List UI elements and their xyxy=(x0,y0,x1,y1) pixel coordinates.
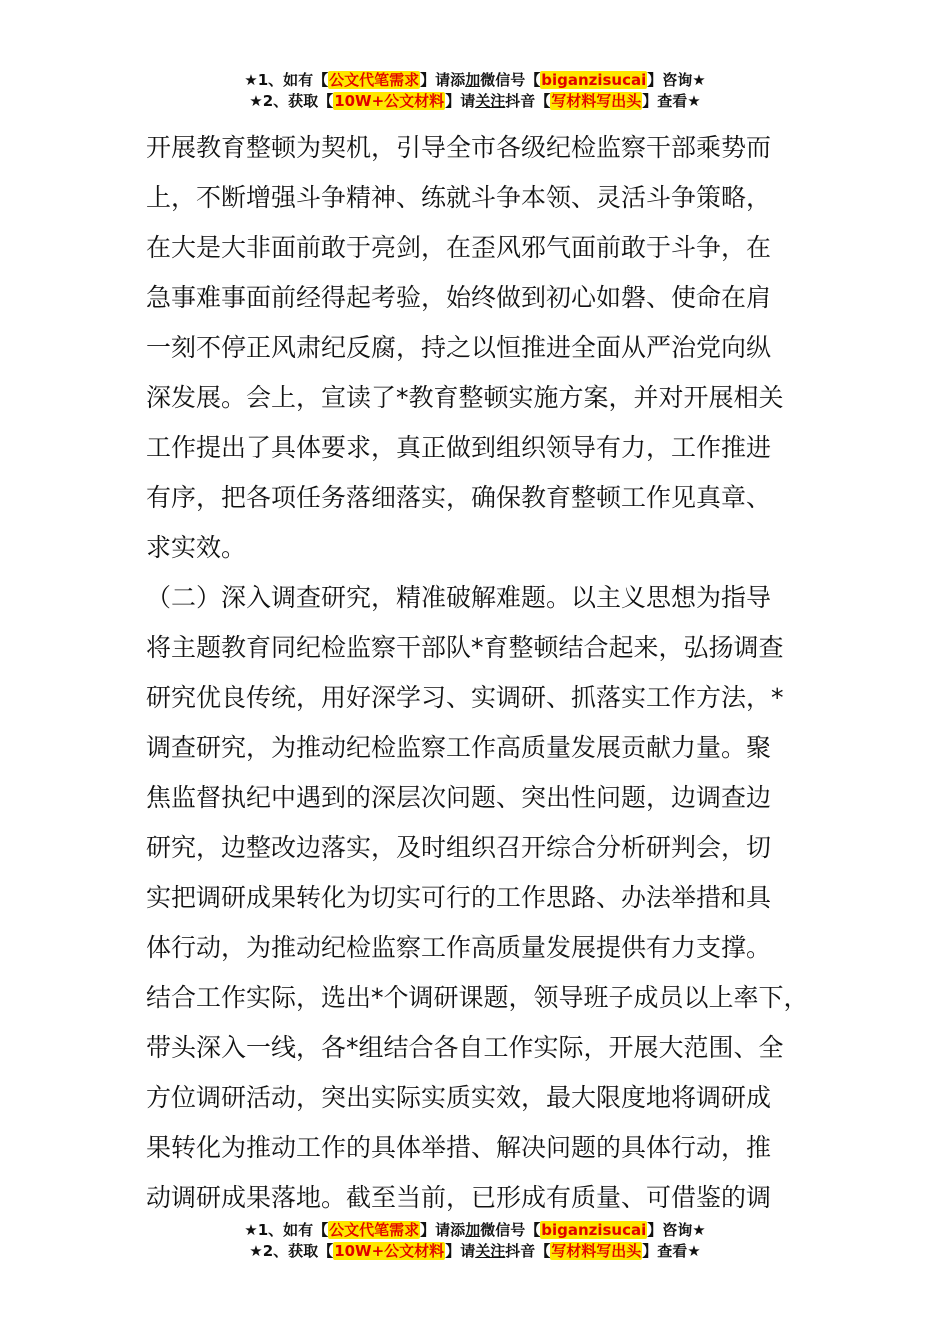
banner-suffix: 】查看★ xyxy=(642,92,701,110)
body-line: 在大是大非面前敢于亮剑，在歪风邪气面前敢于斗争，在 xyxy=(146,233,772,262)
banner-highlight: 公文代笔需求 xyxy=(329,71,420,89)
banner-text: 微信号【 xyxy=(480,71,541,89)
banner-emphasis: 加 xyxy=(465,1221,481,1239)
body-line: 研究，边整改边落实，及时组织召开综合分析研判会，切 xyxy=(146,833,772,862)
banner-line-2 xyxy=(0,91,950,112)
banner-text: 微信号【 xyxy=(480,1221,541,1239)
document-body xyxy=(146,123,836,1223)
banner-text: 】请 xyxy=(445,92,476,110)
body-line: 研究优良传统，用好深学习、实调研、抓落实工作方法，* xyxy=(146,683,784,712)
banner-suffix: 】咨询★ xyxy=(647,1221,706,1239)
banner-highlight: 写材料写出头 xyxy=(551,1242,642,1260)
banner-line-2 xyxy=(0,1241,950,1262)
bottom-banner xyxy=(0,1220,950,1262)
body-line: 结合工作实际，选出*个调研课题，领导班子成员以上率下， xyxy=(146,983,809,1012)
body-line: 实把调研成果转化为切实可行的工作思路、办法举措和具 xyxy=(146,883,772,912)
body-line: （二）深入调查研究，精准破解难题。以主义思想为指导 xyxy=(146,583,772,612)
banner-highlight: 写材料写出头 xyxy=(551,92,642,110)
banner-text: 】请 xyxy=(445,1242,476,1260)
body-line: 上，不断增强斗争精神、练就斗争本领、灵活斗争策略， xyxy=(146,183,772,212)
body-line: 调查研究，为推动纪检监察工作高质量发展贡献力量。聚 xyxy=(146,733,772,762)
banner-highlight: biganzisucai xyxy=(541,71,647,89)
banner-highlight: 公文代笔需求 xyxy=(329,1221,420,1239)
body-line: 果转化为推动工作的具体举措、解决问题的具体行动，推 xyxy=(146,1133,772,1162)
banner-line-1 xyxy=(0,1220,950,1241)
body-line: 方位调研活动，突出实际实质实效，最大限度地将调研成 xyxy=(146,1083,772,1112)
body-line: 求实效。 xyxy=(146,533,247,562)
banner-suffix: 】查看★ xyxy=(642,1242,701,1260)
top-banner xyxy=(0,70,950,112)
banner-text: 】请添 xyxy=(420,71,466,89)
body-line: 带头深入一线，各*组结合各自工作实际，开展大范围、全 xyxy=(146,1033,784,1062)
body-line: 一刻不停正风肃纪反腐，持之以恒推进全面从严治党向纵 xyxy=(146,333,772,362)
banner-line-1 xyxy=(0,70,950,91)
body-line: 有序，把各项任务落细落实，确保教育整顿工作见真章、 xyxy=(146,483,772,512)
banner-text: 】请添 xyxy=(420,1221,466,1239)
banner-prefix: ★1、如有【 xyxy=(244,71,329,89)
body-line: 工作提出了具体要求，真正做到组织领导有力，工作推进 xyxy=(146,433,772,462)
banner-highlight: 10W+公文材料 xyxy=(334,1242,445,1260)
body-line: 深发展。会上，宣读了*教育整顿实施方案，并对开展相关 xyxy=(146,383,784,412)
banner-emphasis: 加 xyxy=(465,71,481,89)
banner-highlight: biganzisucai xyxy=(541,1221,647,1239)
body-line: 体行动，为推动纪检监察工作高质量发展提供有力支撑。 xyxy=(146,933,772,962)
banner-prefix: ★2、获取【 xyxy=(249,1242,334,1260)
body-line: 焦监督执纪中遇到的深层次问题、突出性问题，边调查边 xyxy=(146,783,772,812)
banner-text: 抖音【 xyxy=(505,92,551,110)
banner-suffix: 】咨询★ xyxy=(647,71,706,89)
banner-prefix: ★2、获取【 xyxy=(249,92,334,110)
banner-prefix: ★1、如有【 xyxy=(244,1221,329,1239)
body-line: 开展教育整顿为契机，引导全市各级纪检监察干部乘势而 xyxy=(146,133,772,162)
banner-highlight: 10W+公文材料 xyxy=(334,92,445,110)
banner-text: 抖音【 xyxy=(505,1242,551,1260)
banner-emphasis: 关注 xyxy=(475,92,506,110)
body-line: 急事难事面前经得起考验，始终做到初心如磐、使命在肩 xyxy=(146,283,772,312)
banner-emphasis: 关注 xyxy=(475,1242,506,1260)
body-line: 将主题教育同纪检监察干部队*育整顿结合起来，弘扬调查 xyxy=(146,633,784,662)
body-line: 动调研成果落地。截至当前，已形成有质量、可借鉴的调 xyxy=(146,1183,772,1212)
